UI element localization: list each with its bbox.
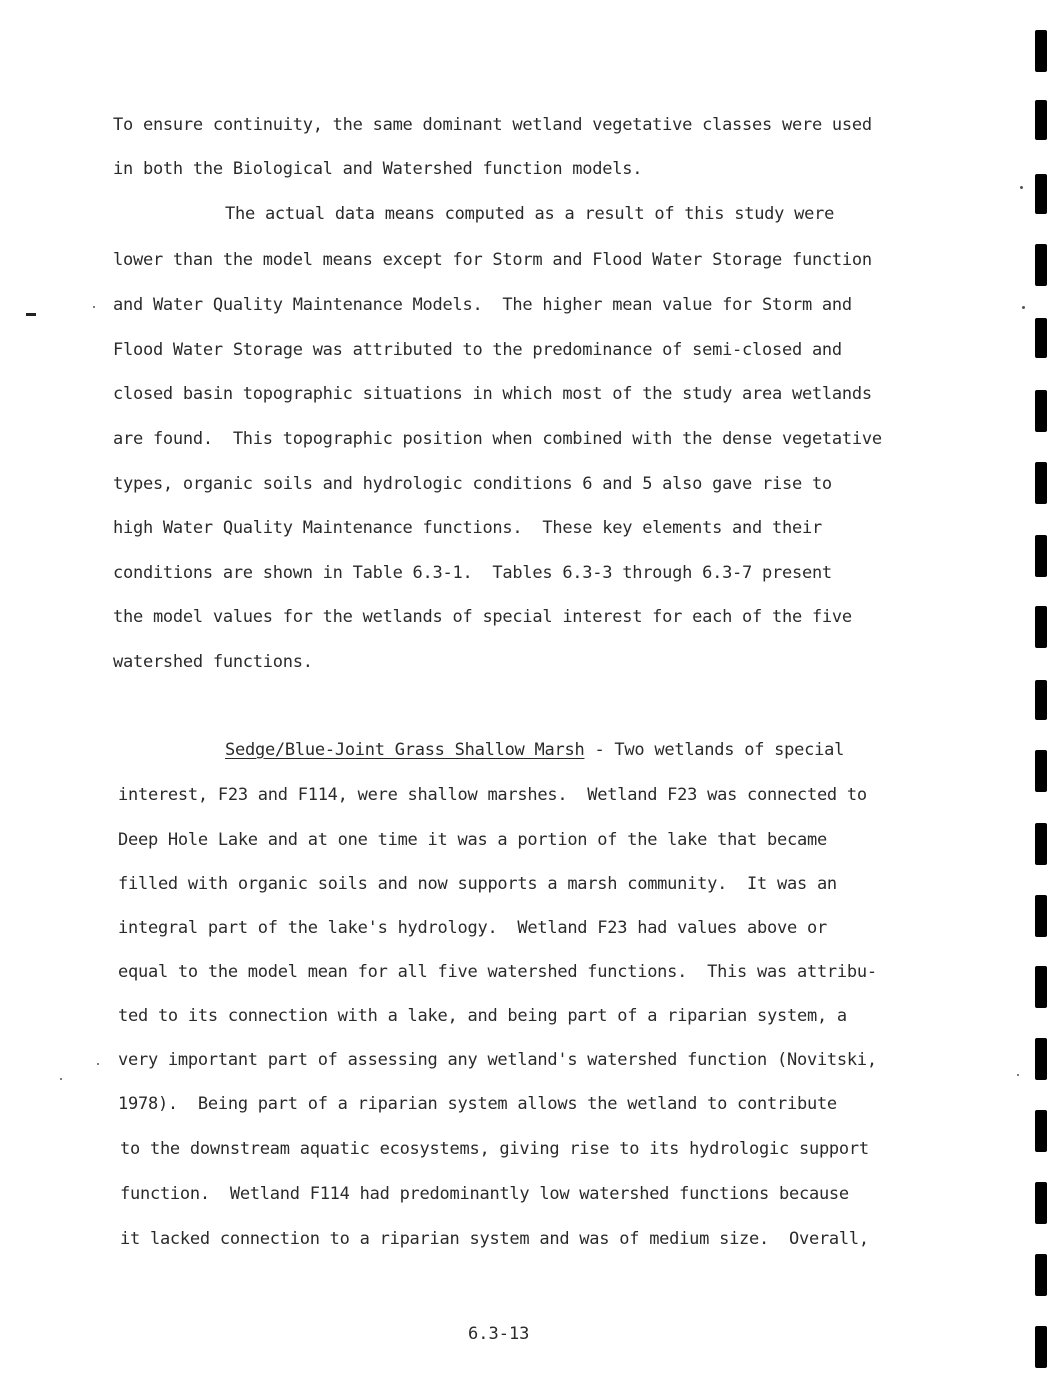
paragraph-3-line: it lacked connection to a riparian system and was of medium size. Overall, <box>120 1229 869 1249</box>
scan-speck <box>1017 1074 1019 1076</box>
binding-mark <box>1035 1182 1047 1224</box>
paragraph-3-line: function. Wetland F114 had predominantly low watershed functions because <box>120 1184 849 1204</box>
scan-speck <box>93 306 95 308</box>
scan-speck <box>26 313 36 316</box>
binding-mark <box>1035 318 1047 358</box>
binding-mark <box>1035 1110 1047 1152</box>
binding-mark <box>1035 1326 1047 1368</box>
paragraph-2-line: closed basin topographic situations in which most of the study area wetlands <box>113 384 872 404</box>
binding-mark <box>1035 895 1047 937</box>
paragraph-2-line: Flood Water Storage was attributed to the predominance of semi-closed and <box>113 340 842 360</box>
paragraph-3-line: ted to its connection with a lake, and being part of a riparian system, a <box>118 1006 847 1026</box>
binding-mark <box>1035 606 1047 648</box>
paragraph-2-line: and Water Quality Maintenance Models. The higher mean value for Storm and <box>113 295 852 315</box>
paragraph-1-line: in both the Biological and Watershed function models. <box>113 159 643 179</box>
paragraph-2-line: lower than the model means except for Storm and Flood Water Storage function <box>113 250 872 270</box>
paragraph-2-line: The actual data means computed as a result of this study were <box>225 204 835 224</box>
binding-mark <box>1035 535 1047 577</box>
paragraph-2-line: high Water Quality Maintenance functions. These key elements and their <box>113 518 822 538</box>
binding-mark <box>1035 823 1047 865</box>
binding-mark <box>1035 1038 1047 1080</box>
paragraph-3-line: integral part of the lake's hydrology. Wetland F23 had values above or <box>118 918 827 938</box>
paragraph-3-line: filled with organic soils and now supports a marsh community. It was an <box>118 874 837 894</box>
paragraph-3-first-line-text: - Two wetlands of special <box>584 740 845 760</box>
binding-mark <box>1035 680 1047 720</box>
binding-mark <box>1035 30 1047 72</box>
paragraph-2-line: are found. This topographic position when combined with the dense vegetative <box>113 429 882 449</box>
binding-mark <box>1035 100 1047 140</box>
binding-mark <box>1035 390 1047 432</box>
page-number: 6.3-13 <box>468 1324 530 1344</box>
scan-speck <box>60 1078 62 1080</box>
paragraph-2-line: conditions are shown in Table 6.3-1. Tables 6.3-3 through 6.3-7 present <box>113 563 832 583</box>
paragraph-3-line: Deep Hole Lake and at one time it was a portion of the lake that became <box>118 830 827 850</box>
paragraph-1-line: To ensure continuity, the same dominant wetland vegetative classes were used <box>113 115 872 135</box>
binding-mark <box>1035 244 1047 286</box>
paragraph-2-line: watershed functions. <box>113 652 313 672</box>
binding-mark <box>1035 1254 1047 1296</box>
binding-mark <box>1035 750 1047 792</box>
binding-mark <box>1035 462 1047 504</box>
paragraph-2-line: types, organic soils and hydrologic conditions 6 and 5 also gave rise to <box>113 474 832 494</box>
scan-speck <box>1020 186 1023 189</box>
paragraph-3-line: very important part of assessing any wetland's watershed function (Novitski, <box>118 1050 877 1070</box>
paragraph-3-line: equal to the model mean for all five watershed functions. This was attribu- <box>118 962 877 982</box>
paragraph-3-first-line <box>225 740 844 760</box>
scan-speck <box>1022 306 1025 309</box>
binding-mark <box>1035 966 1047 1008</box>
binding-mark <box>1035 174 1047 214</box>
paragraph-3-line: 1978). Being part of a riparian system allows the wetland to contribute <box>118 1094 837 1114</box>
paragraph-2-line: the model values for the wetlands of special interest for each of the five <box>113 607 852 627</box>
paragraph-3-line: to the downstream aquatic ecosystems, giving rise to its hydrologic support <box>120 1139 869 1159</box>
paragraph-3-line: interest, F23 and F114, were shallow marshes. Wetland F23 was connected to <box>118 785 867 805</box>
scan-speck <box>97 1063 99 1065</box>
section-heading: Sedge/Blue-Joint Grass Shallow Marsh <box>225 740 585 760</box>
